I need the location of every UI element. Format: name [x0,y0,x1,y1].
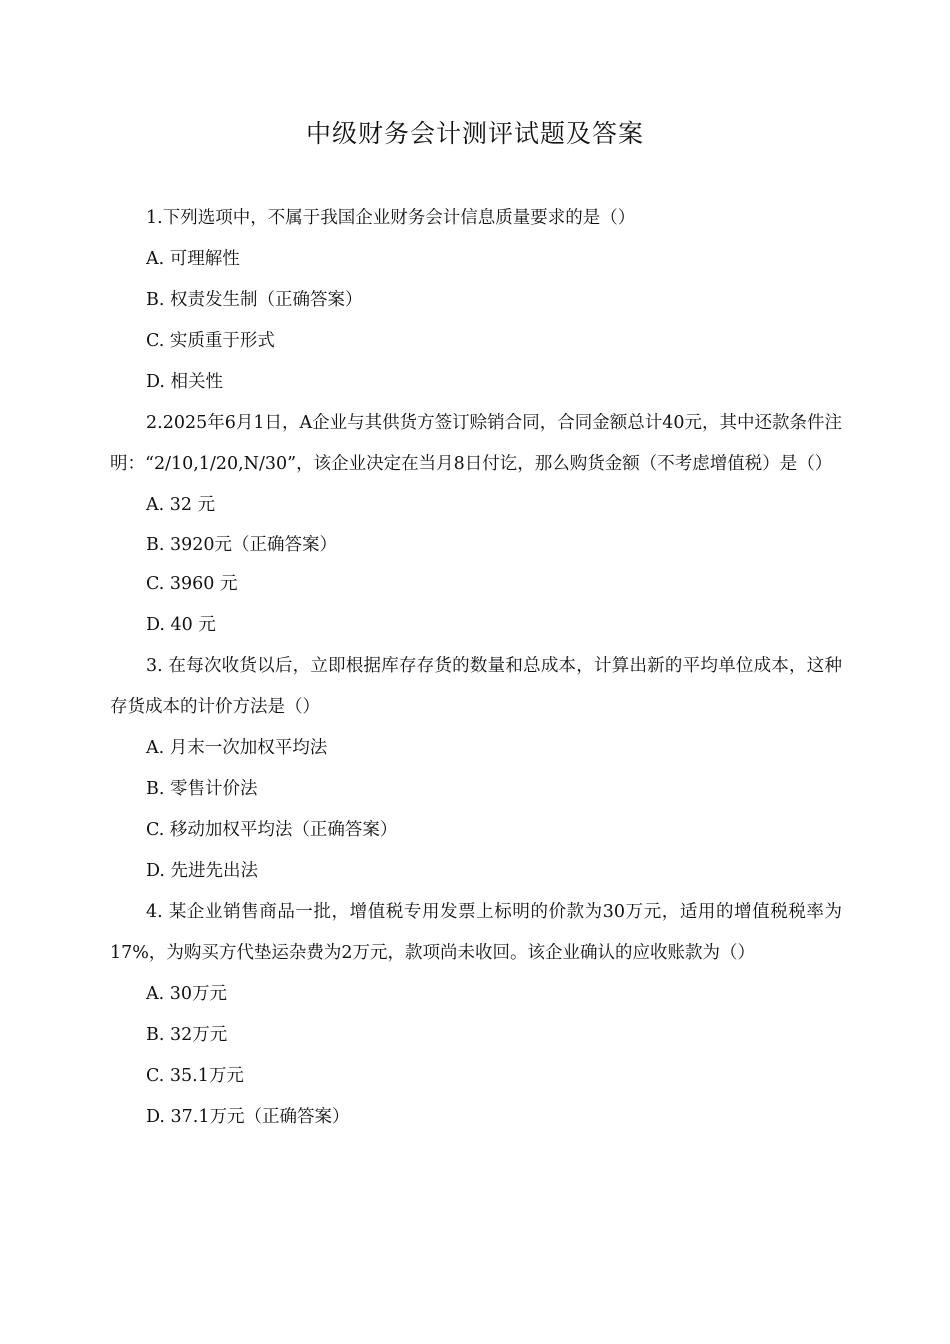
question-list [110,198,842,1138]
question-stem: 1.下列选项中，不属于我国企业财务会计信息质量要求的是（） [146,208,636,228]
question-stem: 4. 某企业销售商品一批，增值税专用发票上标明的价款为30万元，适用的增值税税率为17%，为购买方代垫运杂费为2万元，款项尚未收回。该企业确认的应收账款为（） [110,902,842,963]
question-block [110,646,842,892]
question-block [110,198,842,403]
option-a: A. 30万元 [146,984,228,1004]
option-b: B. 3920元（正确答案） [146,535,338,555]
option-c: C. 移动加权平均法（正确答案） [146,820,398,840]
question-block [110,892,842,1138]
option-d: D. 相关性 [146,372,224,392]
option-c: C. 3960 元 [146,574,238,594]
option-b: B. 零售计价法 [146,779,258,799]
option-a: A. 月末一次加权平均法 [146,738,328,758]
question-stem: 2.2025年6月1日，A企业与其供货方签订赊销合同，合同金额总计40元，其中还款条件注明：“2/10,1/20,N/30”，该企业决定在当月8日付讫，那么购货金额（不考虑增值税）是（） [110,413,842,474]
option-b: B. 32万元 [146,1025,228,1045]
option-d: D. 40 元 [146,615,216,635]
document-title: 中级财务会计测评试题及答案 [305,119,644,148]
option-d: D. 先进先出法 [146,861,259,881]
option-c: C. 35.1万元 [146,1066,244,1086]
question-block [110,403,842,646]
option-d: D. 37.1万元（正确答案） [146,1107,350,1127]
option-a: A. 可理解性 [146,249,240,269]
option-b: B. 权责发生制（正确答案） [146,290,363,310]
option-c: C. 实质重于形式 [146,331,275,351]
question-stem: 3. 在每次收货以后，立即根据库存存货的数量和总成本，计算出新的平均单位成本，这种存货成本的计价方法是（） [110,656,842,717]
option-a: A. 32 元 [146,495,216,515]
